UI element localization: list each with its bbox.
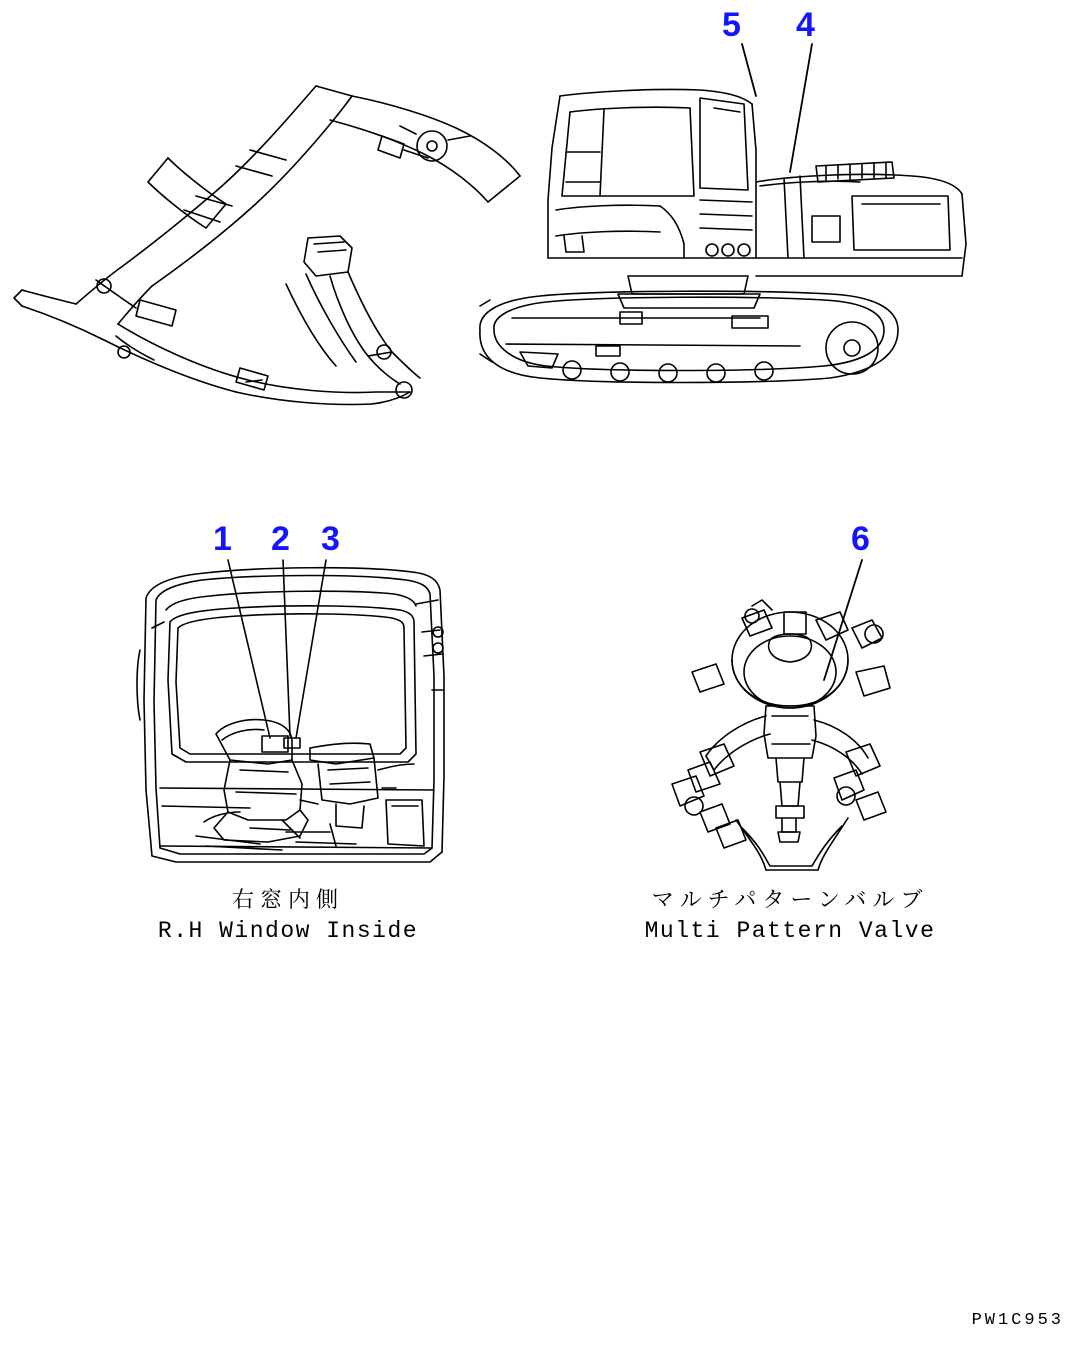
caption-multi-pattern-valve-jp: マルチパターンバルブ (651, 888, 929, 913)
callout-2: 2 (271, 520, 290, 558)
caption-multi-pattern-valve-en: Multi Pattern Valve (644, 918, 936, 944)
caption-multi-pattern-valve (590, 886, 990, 946)
callout-1: 1 (213, 520, 232, 558)
excavator-figure (14, 86, 966, 405)
caption-rh-window-inside (88, 886, 488, 946)
cab-figure (137, 568, 444, 862)
callout-6: 6 (851, 520, 870, 558)
callout-5: 5 (722, 6, 741, 44)
caption-rh-window-inside-en: R.H Window Inside (157, 918, 419, 944)
callout-3: 3 (321, 520, 340, 558)
callout-4: 4 (796, 6, 815, 44)
valve-figure (672, 600, 890, 870)
document-id: PW1C953 (971, 1311, 1064, 1330)
caption-rh-window-inside-jp: 右窓内側 (231, 888, 344, 913)
